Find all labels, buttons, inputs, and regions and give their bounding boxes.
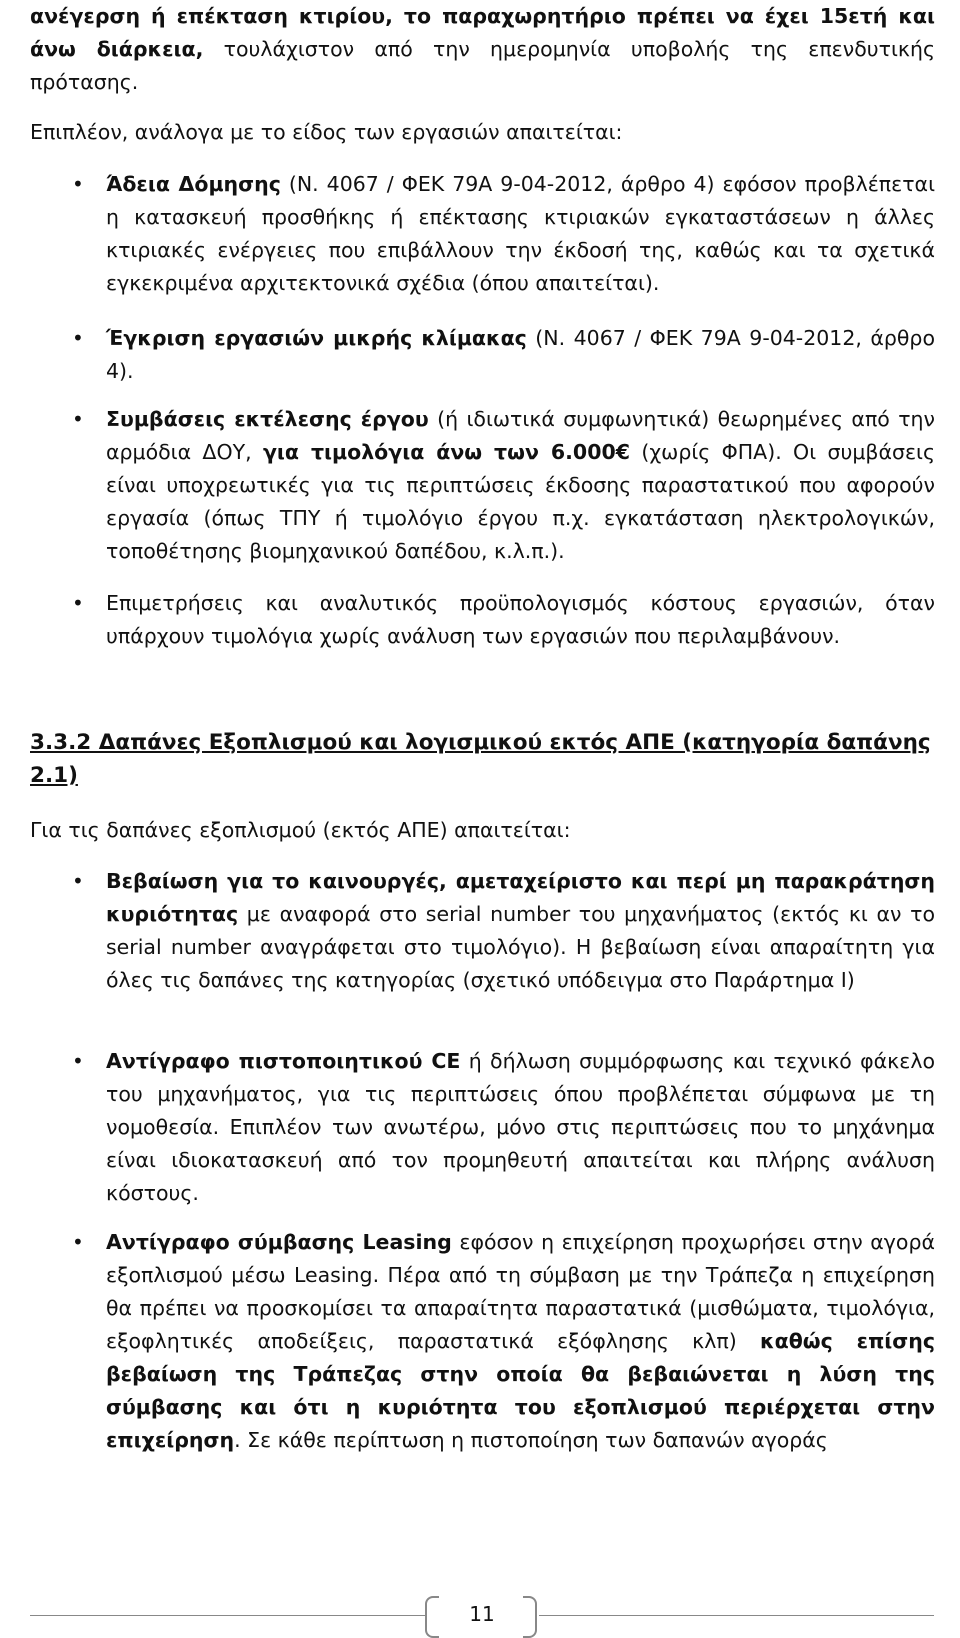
section-heading: 3.3.2 Δαπάνες Εξοπλισμού και λογισμικού εκτός ΑΠΕ (κατηγορία δαπάνης 2.1) xyxy=(30,730,931,788)
section-intro: Για τις δαπάνες εξοπλισμού (εκτός ΑΠΕ) απαιτείται: xyxy=(30,818,571,842)
list-item-text: (Ν. 4067 / ΦΕΚ 79Α 9-04-2012, άρθρο 4) εφόσον προβλέπεται η κατασκευή προσθήκης ή επέκτασης κτιριακών εγκαταστάσεων η άλλες κτιριακές ενέργειες που επιβάλλουν την έκδοσή της, καθώς και τα σχετικά εγκεκριμένα αρχιτεκτονικά σχέδια (όπου απαιτείται). xyxy=(106,172,936,295)
list-item xyxy=(106,1226,935,1457)
list-item-text: εφόσον η επιχείρηση προχωρήσει στην αγορά εξοπλισμού μέσω Leasing. Πέρα από τη σύμβαση με την Τράπεζα η επιχείρηση θα πρέπει να προσκομίσει τα απαραίτητα παραστατικά (μισθώματα, τιμολόγια, εξοφλητικές αποδείξεις, παραστατικά εξόφλησης κλπ) xyxy=(106,1230,935,1353)
list-item-bold-2: καθώς επίσης βεβαίωση της Τράπεζας στην οποία θα βεβαιώνεται η λύση της σύμβασης και ότι η κυριότητα του εξοπλισμού περιέρχεται στην επιχείρηση xyxy=(106,1329,936,1452)
bullet-icon: • xyxy=(72,1230,84,1254)
footer-rule-right xyxy=(539,1615,934,1616)
intro-text: τουλάχιστον από την ημερομηνία υποβολής της επενδυτικής πρότασης. xyxy=(30,37,935,94)
list-item xyxy=(106,587,935,653)
list-item-bold: Συμβάσεις εκτέλεσης έργου xyxy=(106,407,429,431)
list-item-text: Επιμετρήσεις και αναλυτικός προϋπολογισμός κόστους εργασιών, όταν υπάρχουν τιμολόγια χωρίς ανάλυση των εργασιών που περιλαμβάνουν. xyxy=(106,591,935,648)
list-item-text: (ή ιδιωτικά συμφωνητικά) θεωρημένες από την αρμόδια ΔΟΥ, xyxy=(106,407,935,464)
list-item-text-2: (χωρίς ΦΠΑ). Οι συμβάσεις είναι υποχρεωτικές για τις περιπτώσεις έκδοσης παραστατικού που αφορούν εργασία (όπως ΤΠΥ ή τιμολόγιο έργου π.χ. εγκατάσταση ηλεκτρολογικών, τοποθέτησης βιομηχανικού δαπέδου, κ.λ.π.). xyxy=(106,440,935,563)
list-item-bold: Αντίγραφο σύμβασης Leasing xyxy=(106,1230,452,1254)
list-item-bold: Άδεια Δόμησης xyxy=(106,172,281,196)
list-item xyxy=(106,1045,935,1210)
list-item-bold: Αντίγραφο πιστοποιητικού CE xyxy=(106,1049,461,1073)
list-item xyxy=(106,322,935,388)
footer-rule-left xyxy=(30,1615,425,1616)
bullet-icon: • xyxy=(72,407,84,431)
left-brace-icon xyxy=(425,1596,439,1638)
bullet-icon: • xyxy=(72,591,84,615)
list-item-text: με αναφορά στο serial number του μηχανήματος (εκτός κι αν το serial number αναγράφεται στο τιμολόγιο). Η βεβαίωση είναι απαραίτητη για όλες τις δαπάνες της κατηγορίας (σχετικό υπόδειγμα στο Παράρτημα Ι) xyxy=(106,902,935,992)
bullet-icon: • xyxy=(72,172,84,196)
list-item-text: ή δήλωση συμμόρφωσης και τεχνικό φάκελο του μηχανήματος, για τις περιπτώσεις όπου προβλέπεται σύμφωνα με τη νομοθεσία. Επιπλέον των ανωτέρω, μόνο στις περιπτώσεις που το μηχάνημα είναι ιδιοκατασκευή από τον προμηθευτή απαιτείται και πλήρης ανάλυση κόστους. xyxy=(106,1049,935,1205)
intro-bold: ανέγερση ή επέκταση κτιρίου, το παραχωρητήριο πρέπει να έχει 15ετή και άνω διάρκεια, xyxy=(30,4,935,61)
list-item-bold: Βεβαίωση για το καινουργές, αμεταχείριστο και περί μη παρακράτηση κυριότητας xyxy=(106,869,935,926)
page-number: 11 xyxy=(469,1602,495,1626)
bullet-icon: • xyxy=(72,326,84,350)
list-item-text-2: . Σε κάθε περίπτωση η πιστοποίηση των δαπανών αγοράς xyxy=(234,1428,828,1452)
bullet-icon: • xyxy=(72,869,84,893)
right-brace-icon xyxy=(523,1596,537,1638)
list-item xyxy=(106,865,935,997)
bullet-icon: • xyxy=(72,1049,84,1073)
list-item xyxy=(106,403,935,568)
list-item xyxy=(106,168,935,300)
list-item-bold-2: για τιμολόγια άνω των 6.000€ xyxy=(262,440,630,464)
list-item-bold: Έγκριση εργασιών μικρής κλίμακας xyxy=(106,326,527,350)
page-footer xyxy=(0,1596,960,1636)
intro-paragraph xyxy=(30,0,935,99)
list-item-text: (Ν. 4067 / ΦΕΚ 79Α 9-04-2012, άρθρο 4). xyxy=(106,326,935,383)
requirements-intro: Επιπλέον, ανάλογα με το είδος των εργασιών απαιτείται: xyxy=(30,120,623,144)
